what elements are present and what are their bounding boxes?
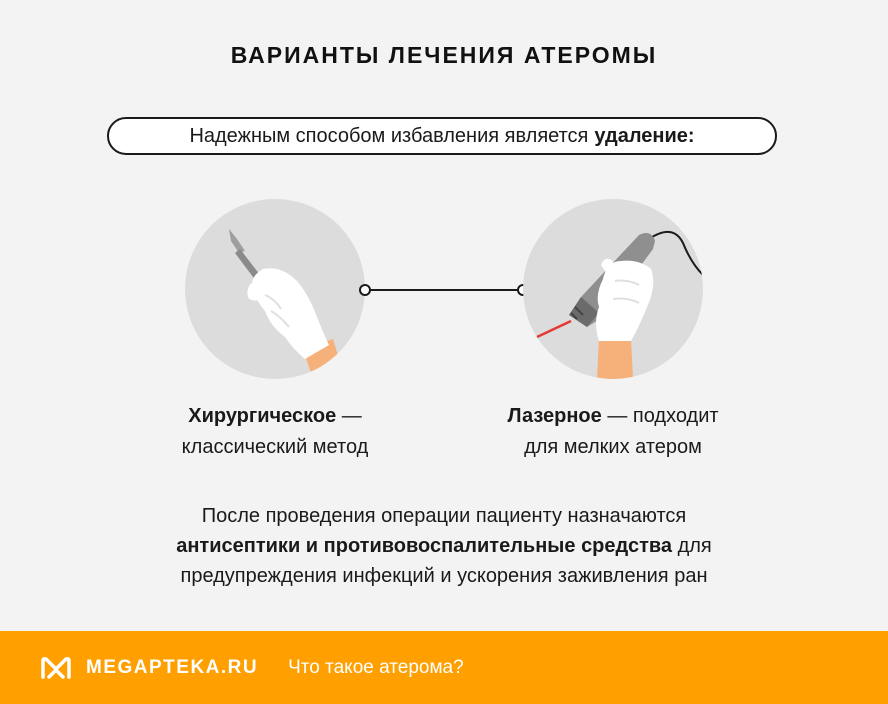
surgical-caption bbox=[125, 401, 425, 463]
megapteka-logo-icon[interactable] bbox=[40, 655, 72, 681]
connector-line bbox=[356, 280, 532, 300]
laser-desc: для мелких атером bbox=[524, 436, 702, 458]
aftercare-line1: После проведения операции пациенту назначаются bbox=[201, 505, 687, 527]
aftercare-paragraph bbox=[60, 501, 828, 591]
article-link[interactable]: Что такое атерома? bbox=[288, 656, 464, 678]
intro-bold: удаление: bbox=[594, 124, 695, 147]
brand-link[interactable]: MEGAPTEKA.RU bbox=[86, 656, 259, 678]
surgical-desc: классический метод bbox=[181, 436, 369, 458]
laser-illustration bbox=[523, 199, 703, 379]
surgical-dash: — bbox=[341, 405, 362, 427]
laser-caption bbox=[463, 401, 763, 463]
footer-bar bbox=[0, 631, 888, 704]
intro-pill bbox=[107, 117, 777, 155]
laser-hand-icon bbox=[523, 199, 703, 379]
intro-text: Надежным способом избавления является bbox=[189, 124, 589, 147]
aftercare-line3: предупреждения инфекций и ускорения заживления ран bbox=[180, 565, 708, 587]
page-title: ВАРИАНТЫ ЛЕЧЕНИЯ АТЕРОМЫ bbox=[230, 42, 658, 68]
laser-name: Лазерное bbox=[507, 405, 602, 427]
scalpel-hand-icon bbox=[185, 199, 365, 379]
aftercare-bold: антисептики и противовоспалительные средства bbox=[176, 535, 673, 557]
laser-dash: — подходит bbox=[607, 405, 719, 427]
surgical-name: Хирургическое bbox=[188, 405, 337, 427]
surgical-illustration bbox=[185, 199, 365, 379]
aftercare-line2-rest: для bbox=[672, 535, 712, 557]
